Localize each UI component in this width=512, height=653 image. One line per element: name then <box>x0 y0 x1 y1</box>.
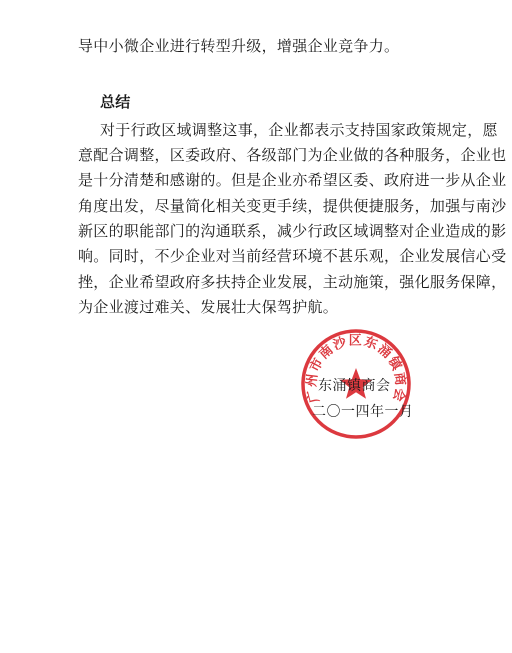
section-heading: 总结 <box>100 93 131 111</box>
paragraph-line: 是十分清楚和感谢的。但是企业亦希望区委、政府进一步从企业 <box>78 171 507 189</box>
paragraph-line: 意配合调整，区委政府、各级部门为企业做的各种服务，企业也 <box>78 146 507 164</box>
paragraph-line: 新区的职能部门的沟通联系，减少行政区域调整对企业造成的影 <box>78 222 507 240</box>
seal-text: 广州市南沙区东涌镇商会 <box>304 333 408 405</box>
paragraph-line: 角度出发，尽量简化相关变更手续，提供便捷服务，加强与南沙 <box>78 197 507 215</box>
paragraph-line: 响。同时，不少企业对当前经营环境不甚乐观，企业发展信心受 <box>78 247 507 265</box>
signature-organization: 东涌镇商会 <box>318 378 391 394</box>
intro-line: 导中小微企业进行转型升级，增强企业竞争力。 <box>78 37 400 55</box>
paragraph-line: 对于行政区域调整这事，企业都表示支持国家政策规定，愿 <box>100 121 498 139</box>
paragraph-line: 挫，企业希望政府多扶持企业发展，主动施策，强化服务保障， <box>78 273 507 291</box>
signature-date: 二〇一四年一月 <box>312 404 414 420</box>
paragraph-line: 为企业渡过难关、发展壮大保驾护航。 <box>78 298 339 316</box>
